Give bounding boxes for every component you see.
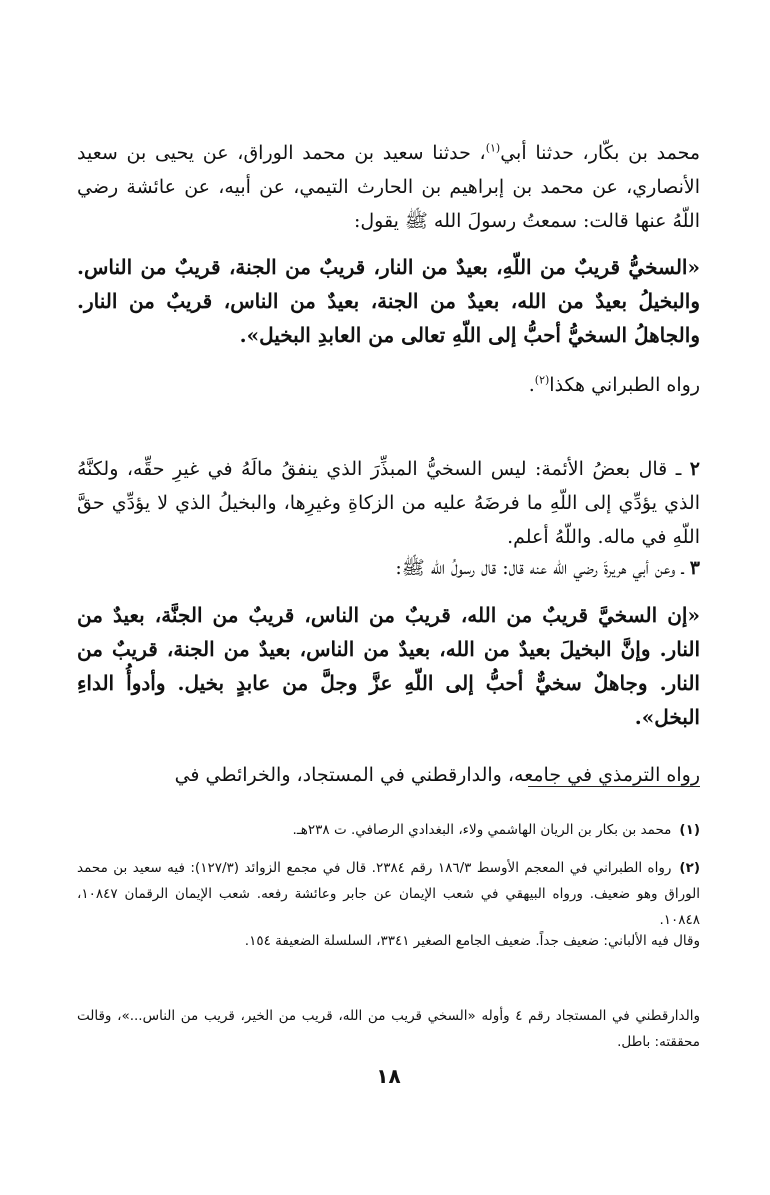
- footnote-ref-2[interactable]: (٢): [534, 373, 550, 387]
- page-number: ١٨: [376, 1064, 401, 1088]
- footnote-1: [77, 817, 700, 843]
- item-3-paragraph: [77, 551, 700, 585]
- item-2-paragraph: [77, 452, 700, 554]
- item-2-text: ـ قال بعضُ الأئمة: ليس السخيُّ المبذِّرَ الذي ينفقُ مالَهُ في غيرِ حقِّه، ولكنَّهُ الذي يؤدِّي إلى اللّهِ ما فرضَهُ عليه من الزكاةِ وغيرِها، والبخيلُ الذي لا يؤدِّي حقَّ اللّهِ في ماله. واللّهُ أعلم.: [77, 458, 700, 548]
- source-note-2: رواه الترمذي في جامعه، والدارقطني في المستجاد، والخرائطي في: [174, 764, 700, 786]
- item-number-3: ٣: [689, 557, 700, 579]
- footnote-2: [77, 855, 700, 933]
- footnote-text: محمد بن بكار بن الريان الهاشمي ولاء، البغدادي الرصافي. ت ٢٣٨هـ.: [292, 822, 672, 838]
- footnote-ref-1[interactable]: (١): [485, 141, 501, 155]
- item-number-2: ٢: [689, 458, 700, 480]
- isnad-text-start: محمد بن بكّار، حدثنا أبي: [500, 142, 701, 164]
- footnote-number: (٢): [679, 860, 700, 876]
- source-note-1: [77, 368, 700, 402]
- source-note-end: .: [528, 374, 535, 396]
- footnote-2-continued-b: والدارقطني في المستجاد رقم ٤ وأوله «السخي قريب من الله، قريب من الخير، قريب من الناس...»، وقالت محققته: باطل.: [77, 1008, 701, 1050]
- hadith-1: «السخيُّ قريبٌ من اللّهِ، بعيدٌ من النار، قريبٌ من الجنة، قريبٌ من الناس. والبخيلُ بعيدٌ من الله، بعيدٌ من الجنة، بعيدٌ من الناس، قريبٌ من النار. والجاهلُ السخيُّ أحبُّ إلى اللّهِ تعالى من العابدِ البخيل».: [77, 255, 700, 347]
- footnote-number: (١): [679, 822, 700, 838]
- book-page: [77, 0, 700, 1195]
- footnote-2-continued-a: وقال فيه الألباني: ضعيف جداً. ضعيف الجامع الصغير ٣٣٤١، السلسلة الضعيفة ١٥٤.: [244, 933, 700, 949]
- isnad-paragraph: [77, 136, 700, 238]
- footnote-text: رواه الطبراني في المعجم الأوسط ١٨٦/٣ رقم ٢٣٨٤. قال في مجمع الزوائد (١٢٧/٣): فيه سعيد بن محمد الوراق وهو ضعيف. ورواه البيهقي في شعب الإيمان عن جابر وعائشة رفعه. شعب الإيمان الرقمان ١٠٨٤٧، ١٠٨٤٨.: [77, 860, 700, 928]
- item-3-text: ـ وعن أبي هريرةَ رضي الله عنه قال: قال رسولُ الله ﷺ:: [395, 557, 690, 579]
- isnad-text-end: ، حدثنا سعيد بن محمد الوراق، عن يحيى بن سعيد الأنصاري، عن محمد بن إبراهيم بن الحارث التيمي، عن أبيه، عن عائشة رضي اللّهُ عنها قالت: سمعتُ رسولَ الله ﷺ يقول:: [77, 142, 700, 232]
- source-note-text: رواه الطبراني هكذا: [549, 374, 700, 396]
- footnote-separator: [528, 786, 700, 787]
- hadith-2: «إن السخيَّ قريبٌ من الله، قريبٌ من الناس، قريبٌ من الجنَّة، بعيدٌ من النار. وإنَّ البخيلَ بعيدٌ من الله، بعيدٌ من الناس، بعيدٌ من الجنة، قريبٌ من النار. وجاهلٌ سخيٌّ أحبُّ إلى اللّهِ عزَّ وجلَّ من عابدٍ بخيل. وأدوأُ الداءِ البخل».: [77, 603, 700, 729]
